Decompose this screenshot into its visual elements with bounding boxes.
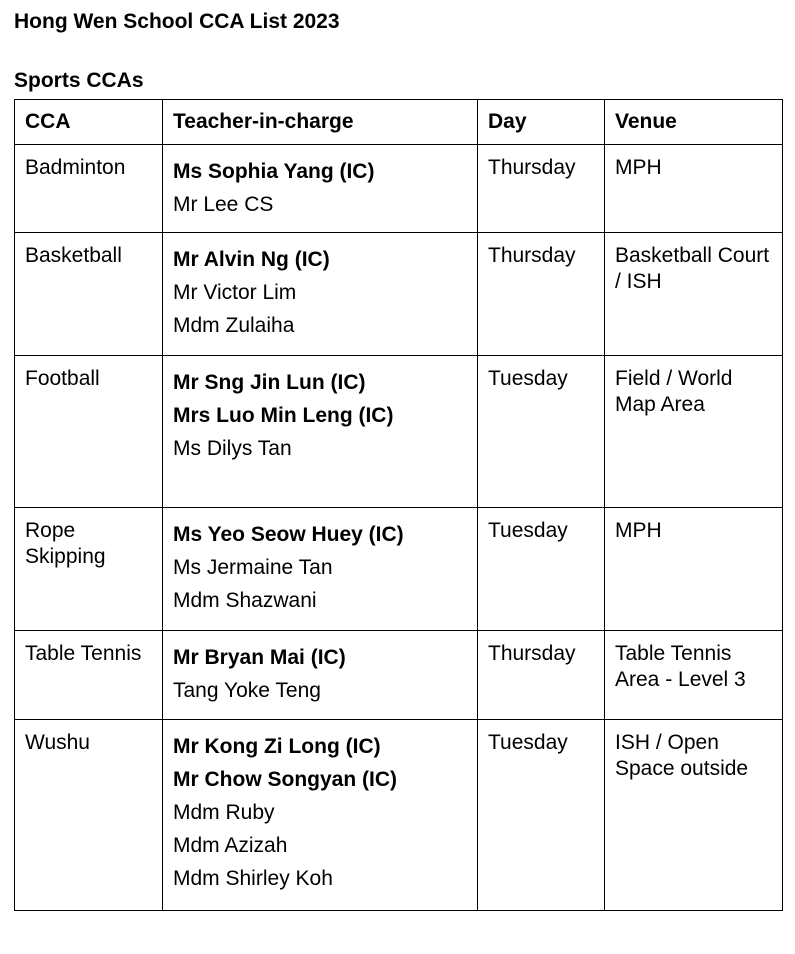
teacher-name: Tang Yoke Teng (173, 679, 321, 702)
teacher-in-charge: Mrs Luo Min Leng (IC) (173, 404, 394, 427)
day-cell: Thursday (478, 631, 605, 720)
table-row (15, 508, 783, 631)
venue-cell: MPH (605, 508, 783, 631)
venue-cell: Table Tennis Area - Level 3 (605, 631, 783, 720)
cca-cell: Rope Skipping (15, 508, 163, 631)
venue-cell: Field / World Map Area (605, 356, 783, 508)
venue-cell: ISH / Open Space outside (605, 720, 783, 911)
teacher-name: Mdm Zulaiha (173, 314, 295, 337)
table-row (15, 233, 783, 356)
teacher-cell (163, 508, 478, 631)
table-row (15, 145, 783, 233)
column-header-day: Day (478, 100, 605, 145)
cca-cell: Table Tennis (15, 631, 163, 720)
teacher-name: Ms Jermaine Tan (173, 556, 333, 579)
venue-cell: Basketball Court / ISH (605, 233, 783, 356)
teacher-name: Mdm Shazwani (173, 589, 317, 612)
teacher-cell (163, 720, 478, 911)
column-header-venue: Venue (605, 100, 783, 145)
teacher-name: Mdm Shirley Koh (173, 867, 333, 890)
cca-cell: Badminton (15, 145, 163, 233)
teacher-in-charge: Mr Chow Songyan (IC) (173, 768, 397, 791)
teacher-name: Ms Dilys Tan (173, 437, 292, 460)
teacher-in-charge: Ms Sophia Yang (IC) (173, 160, 375, 183)
venue-cell: MPH (605, 145, 783, 233)
teacher-cell (163, 233, 478, 356)
teacher-in-charge: Mr Bryan Mai (IC) (173, 646, 346, 669)
day-cell: Thursday (478, 145, 605, 233)
teacher-cell (163, 356, 478, 508)
teacher-in-charge: Mr Alvin Ng (IC) (173, 248, 330, 271)
teacher-name: Mr Victor Lim (173, 281, 297, 304)
teacher-in-charge: Ms Yeo Seow Huey (IC) (173, 523, 404, 546)
teacher-cell (163, 145, 478, 233)
cca-cell: Football (15, 356, 163, 508)
teacher-name: Mdm Azizah (173, 834, 288, 857)
teacher-name: Mdm Ruby (173, 801, 275, 824)
column-header-cca: CCA (15, 100, 163, 145)
day-cell: Tuesday (478, 356, 605, 508)
day-cell: Tuesday (478, 508, 605, 631)
table-row (15, 356, 783, 508)
table-header-row (15, 100, 783, 145)
table-row (15, 631, 783, 720)
section-title: Sports CCAs (14, 69, 144, 92)
day-cell: Tuesday (478, 720, 605, 911)
teacher-in-charge: Mr Kong Zi Long (IC) (173, 735, 381, 758)
cca-cell: Basketball (15, 233, 163, 356)
column-header-teacher: Teacher-in-charge (163, 100, 478, 145)
document-title: Hong Wen School CCA List 2023 (14, 10, 340, 33)
cca-table (14, 99, 783, 911)
teacher-in-charge: Mr Sng Jin Lun (IC) (173, 371, 366, 394)
table-row (15, 720, 783, 911)
day-cell: Thursday (478, 233, 605, 356)
cca-cell: Wushu (15, 720, 163, 911)
teacher-name: Mr Lee CS (173, 193, 274, 216)
teacher-cell (163, 631, 478, 720)
